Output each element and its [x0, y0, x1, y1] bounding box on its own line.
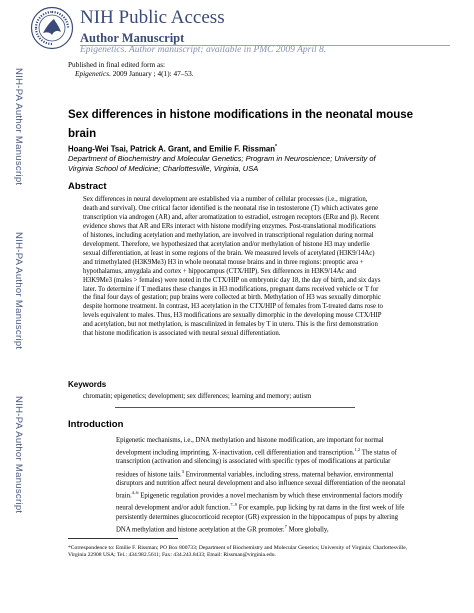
- published-line: Published in final edited form as:: [68, 60, 166, 69]
- hhs-seal-icon: [30, 6, 74, 50]
- side-label-top: NIH-PA Author Manuscript: [13, 68, 24, 186]
- paper-title: Sex differences in histone modifications in the neonatal mouse brain: [68, 109, 414, 140]
- reference-mark: 3: [181, 468, 184, 474]
- reference-mark: 7–9: [230, 502, 238, 508]
- footnote-divider: [68, 538, 178, 539]
- header-title: NIH Public Access: [80, 7, 225, 28]
- intro-sentence: The status of transcription (activation and silencing) is associated with specific types of modifications at particular residues of histone tails.: [116, 449, 397, 478]
- side-label-middle: NIH-PA Author Manuscript: [13, 232, 24, 350]
- header-subtitle: Author Manuscript: [80, 31, 185, 45]
- intro-sentence: More globally,: [286, 526, 329, 534]
- reference-mark: 4–6: [131, 490, 139, 495]
- intro-sentence: For example, pup licking by rat dams in the first week of life persistently determines glucocorticoid receptor (GR) expression in the hippocampus of pups by altering DNA methylation and histone acetylation at the GR promoter.: [116, 504, 405, 534]
- intro-sentence: Epigenetic regulation provides a novel mechanism by which these environmental factors modify neural development and/or adult function.: [116, 492, 403, 512]
- abstract-text: Sex differences in neural development are established via a number of cellular processes (i.e., migration, death and survival). One critical factor identified is the neonatal rise in testosterone (T) which activates gene transcription via androgen (AR) and, after aromatization to estradiol, estrogen receptors (ERα and β). Recent evidence shows that AR and ERs interact with histone modifying enzymes. Post-translational modifications of histones, including acetylation and methylation, are involved in transcriptional regulation during normal development. Therefore, we hypothesized that acetylation and/or methylation of histone H3 may underlie sexual differentiation, at least in some regions of the brain. We measured levels of acetylated (H3K9/14Ac) and trimethylated (H3K9Me3) H3 in whole neonatal mouse brains and in three regions: preoptic area + hypothalamus, amygdala and cortex + hippocampus (CTX/HIP). Sex differences in H3K9/14Ac and H3K9Me3 (males > females) were noted in the CTX/HIP on embryonic day 18, the day of birth, and six days later. To determine if T mediates these changes in H3 modifications, pregnant dams received vehicle or T for the final four days of gestation; pup brains were collected at birth. Methylation of H3 was sexually dimorphic despite hormone treatment. In contrast, H3 acetylation in the CTX/HIP of females from T-treated dams rose to levels equivalent to males. Thus, H3 modifications are sexually dimorphic in the developing mouse CTX/HIP and acetylation, but not methylation, is masculinized in females by T in utero. This is the first demonstration that histone modification is associated with neural sexual differentiation.: [83, 196, 383, 338]
- side-banner: [0, 0, 30, 613]
- side-label-bottom: NIH-PA Author Manuscript: [13, 396, 24, 514]
- author-separator: , and: [188, 144, 210, 154]
- citation-details: . 2009 January ; 4(1): 47–53.: [109, 69, 194, 78]
- corresponding-author-mark: *: [275, 144, 277, 150]
- keywords-text: chromatin; epigenetics; development; sex differences; learning and memory; autism: [83, 393, 312, 400]
- intro-sentence: Environmental variables, including stress, maternal behavior, environmental disruptors and nutrition affect neural development and also influence sexual differentiation of the neonatal brain.: [116, 470, 406, 500]
- reference-mark: 7: [284, 523, 287, 529]
- introduction-heading: Introduction: [68, 419, 124, 430]
- correspondence-footnote: *Correspondence to: Emilie F. Rissman; PO Box 800733; Department of Biochemistry and Molecular Genetics; University of Virginia; Charlottesville, Virginia 22908 USA; Tel.: 434.982.5611; Fax: 434.243.8433; Email: Rissman@virginia.edu.: [68, 545, 408, 559]
- citation-line: [75, 69, 194, 78]
- abstract-heading: Abstract: [68, 181, 107, 192]
- journal-name: Epigenetics: [75, 69, 110, 78]
- pmc-availability-note: Epigenetics. Author manuscript; available in PMC 2009 April 8.: [80, 45, 327, 55]
- author-name: Emilie F. Rissman: [209, 144, 275, 154]
- intro-sentence: Epigenetic mechanisms, i.e., DNA methylation and histone modification, are important for normal development including imprinting, X-inactivation, cell differentiation and transcription.: [116, 437, 384, 457]
- author-separator: ,: [125, 144, 131, 154]
- section-divider: [115, 407, 355, 408]
- reference-mark: 1,2: [354, 447, 361, 453]
- author-name: Hoang-Wei Tsai: [68, 144, 126, 154]
- keywords-heading: Keywords: [68, 380, 107, 389]
- author-list: [68, 144, 277, 154]
- author-name: Patrick A. Grant: [130, 144, 189, 154]
- introduction-text: [116, 436, 412, 534]
- affiliation: Department of Biochemistry and Molecular Genetics; Program in Neuroscience; University of Virginia School of Medicine; Charlottesville, Virginia, USA: [68, 154, 376, 173]
